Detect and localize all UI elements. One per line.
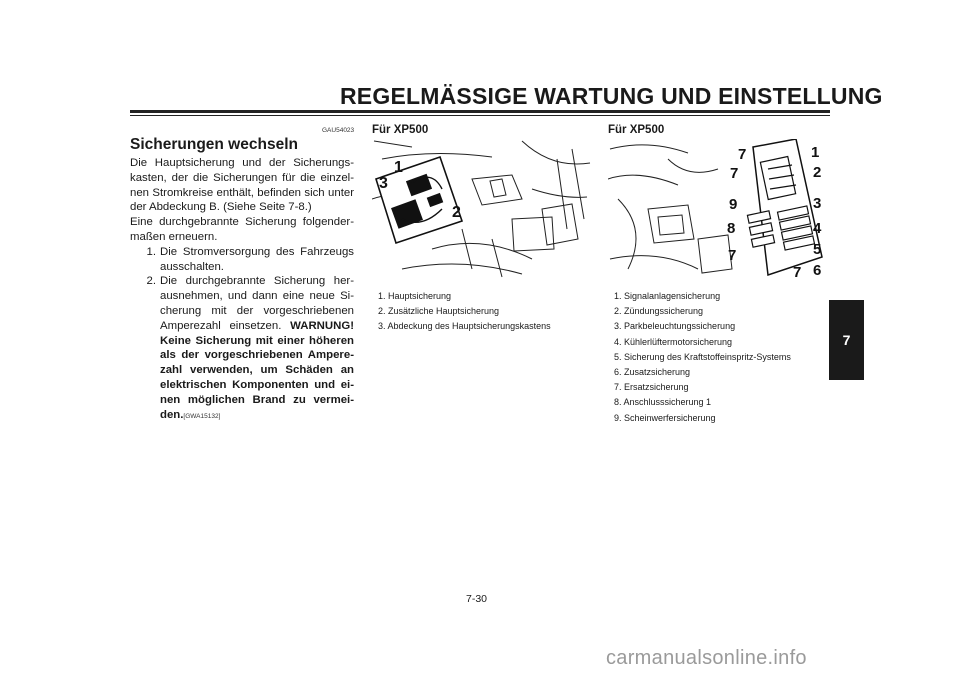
callout-1: 1 <box>394 159 403 176</box>
callout-1: 1 <box>811 144 820 161</box>
callout-4: 4 <box>813 220 822 237</box>
step-text: Die durchgebrannte Sicherung her- ausnehmen, und dann eine neue Si- cherung mit der vorgeschriebenen Amperezahl einsetzen. <box>160 275 354 332</box>
legend-item: 8. Anschlusssicherung 1 <box>614 397 712 408</box>
figure2-legend <box>614 289 791 426</box>
figure1-legend <box>378 289 551 335</box>
legend-item: 3. Abdeckung des Hauptsicherungskastens <box>378 321 551 332</box>
warning-text: WARNUNG! Keine Sicherung mit einer höheren als der vorgeschriebenen Ampere- zahl verwenden, um Schäden an elektrischen Komponenten und ei- nen möglichen Brand zu vermei- den. <box>160 319 355 421</box>
section-code: GAU54023 <box>322 127 355 134</box>
legend-item: 1. Signalanlagensicherung <box>614 291 721 301</box>
callout-3: 3 <box>813 195 822 212</box>
figure1-fuse-illustration <box>372 139 594 279</box>
callout-6: 6 <box>813 262 822 279</box>
step-text: Die Stromversorgung des Fahrzeugs ausschalten. <box>160 245 354 273</box>
header-rule <box>130 110 830 113</box>
step-list <box>130 245 354 425</box>
step-number: 2. <box>146 275 156 288</box>
callout-9: 9 <box>729 196 738 213</box>
step-item <box>130 245 354 275</box>
step-text-container <box>160 274 354 424</box>
intro-paragraph: Die Hauptsicherung und der Sicherungs- kasten, der die Sicherungen für die einzel- nen Stromkreise enthält, befinden sich unter der Abdeckung B. (Siehe Seite 7-8.) <box>130 157 354 214</box>
callout-7: 7 <box>728 247 737 264</box>
legend-item: 3. Parkbeleuchtungssicherung <box>614 321 736 332</box>
legend-item: 2. Zündungssicherung <box>614 306 704 317</box>
figure2-fuse-box-illustration <box>608 139 830 279</box>
chapter-tab: 7 <box>829 300 864 380</box>
legend-item: 1. Hauptsicherung <box>378 291 452 301</box>
section-body <box>130 156 354 424</box>
step-item <box>130 274 354 424</box>
page-number: 7-30 <box>466 593 488 605</box>
figure1-title: Für XP500 <box>372 124 429 136</box>
legend-item: 6. Zusatzsicherung <box>614 367 691 378</box>
legend-item: 2. Zusätzliche Hauptsicherung <box>378 306 500 317</box>
callout-2: 2 <box>813 164 822 181</box>
watermark: carmanualsonline.info <box>606 647 807 669</box>
intro-paragraph-2: Eine durchgebrannte Sicherung folgender- maßen erneuern. <box>130 216 354 243</box>
page-header-title: REGELMÄSSIGE WARTUNG UND EINSTELLUNG <box>340 83 883 109</box>
callout-7: 7 <box>730 165 739 182</box>
legend-item: 5. Sicherung des Kraftstoffeinspritz-Systems <box>614 351 791 362</box>
callout-8: 8 <box>727 220 736 237</box>
callout-7: 7 <box>793 264 802 279</box>
callout-5: 5 <box>813 241 822 258</box>
header-rule-thin <box>130 115 830 116</box>
legend-item: 7. Ersatzsicherung <box>614 382 689 393</box>
legend-item: 9. Scheinwerfersicherung <box>614 412 716 423</box>
legend-item: 4. Kühlerlüftermotorsicherung <box>614 336 733 347</box>
section-title: Sicherungen wechseln <box>130 136 298 153</box>
callout-box <box>376 157 462 243</box>
callout-7: 7 <box>738 146 747 163</box>
warning-code: [GWA15132] <box>183 412 221 420</box>
step-number: 1. <box>146 245 156 258</box>
callout-3: 3 <box>379 175 388 192</box>
callout-2: 2 <box>452 204 461 221</box>
figure2-title: Für XP500 <box>608 124 665 136</box>
